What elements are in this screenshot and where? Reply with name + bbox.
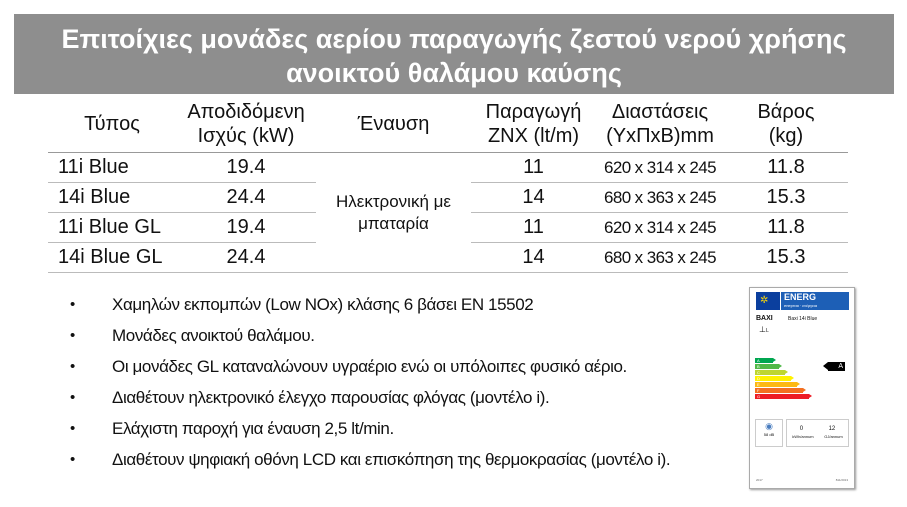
tap-icon: ⊥L (759, 325, 769, 334)
bullet-icon: • (70, 451, 75, 468)
energy-class-bar-f: F (755, 388, 803, 393)
cell-weight: 11.8 (724, 213, 848, 243)
label-footer-right: 811/2013 (835, 478, 848, 482)
list-item: • Ελάχιστη παροχή για έναυση 2,5 lt/min. (70, 419, 394, 438)
annual-consumption-box: 0 12 kWh/annum GJ/annum (786, 419, 849, 447)
energy-label-image (749, 287, 855, 489)
energy-label-header: ENERG енергия · ενέργεια (781, 292, 849, 310)
cell-weight: 15.3 (724, 243, 848, 273)
energy-label-model: Baxi 14i Blue (788, 316, 818, 322)
energy-class-bar-g: G (755, 394, 809, 399)
energy-class-bar-a: A (755, 358, 773, 363)
energy-label-brand: BAXI (756, 315, 773, 322)
cell-output: 14 (471, 243, 596, 273)
cell-type: 14i Blue GL (48, 243, 176, 273)
list-item: • Χαμηλών εκπομπών (Low NOx) κλάσης 6 βάσει EN 15502 (70, 295, 534, 314)
cell-dimensions: 680 x 363 x 245 (596, 183, 724, 213)
cell-output: 11 (471, 153, 596, 183)
header-weight: Βάρος (kg) (724, 98, 848, 153)
cell-type: 11i Blue (48, 153, 176, 183)
spec-table (48, 98, 848, 273)
list-item: • Μονάδες ανοικτού θαλάμου. (70, 326, 315, 345)
cell-type: 11i Blue GL (48, 213, 176, 243)
title-line-1: Επιτοίχιες μονάδες αερίου παραγωγής ζεστού νερού χρήσης (61, 24, 847, 54)
sound-box: ◉ 58 dB (755, 419, 783, 447)
list-item: • Οι μονάδες GL καταναλώνουν υγραέριο ενώ οι υπόλοιπες φυσικό αέριο. (70, 357, 627, 376)
cell-type: 14i Blue (48, 183, 176, 213)
cell-power: 19.4 (176, 213, 316, 243)
list-item: • Διαθέτουν ψηφιακή οθόνη LCD και επισκόπηση της θερμοκρασίας (μοντέλο i). (70, 450, 671, 469)
energy-class-arrow: A (828, 362, 845, 371)
speaker-icon: ◉ (765, 421, 773, 431)
bullet-icon: • (70, 327, 75, 344)
title-line-2: ανοικτού θαλάμου καύσης (286, 58, 622, 88)
cell-output: 14 (471, 183, 596, 213)
cell-power: 24.4 (176, 243, 316, 273)
title-banner (14, 14, 894, 94)
header-power: Αποδιδόμενη Ισχύς (kW) (176, 98, 316, 153)
energy-class-bar-b: B (755, 364, 779, 369)
cell-weight: 15.3 (724, 183, 848, 213)
energy-class-bar-d: D (755, 376, 791, 381)
cell-power: 24.4 (176, 183, 316, 213)
cell-dimensions: 620 x 314 x 245 (596, 153, 724, 183)
energy-class-bar-e: E (755, 382, 797, 387)
table-row (48, 153, 848, 183)
header-dimensions: Διαστάσεις (ΥxΠxΒ)mm (596, 98, 724, 153)
table-header-row (48, 98, 848, 153)
cell-ignition: Ηλεκτρονική με μπαταρία (316, 153, 471, 273)
header-ignition: Έναυση (316, 98, 471, 153)
bullet-icon: • (70, 420, 75, 437)
header-type: Τύπος (48, 98, 176, 153)
header-output: Παραγωγή ZNX (lt/m) (471, 98, 596, 153)
bullet-icon: • (70, 296, 75, 313)
bullet-icon: • (70, 358, 75, 375)
label-footer-left: 2017 (756, 478, 763, 482)
bullet-icon: • (70, 389, 75, 406)
eu-flag-icon: ✲ (756, 292, 780, 310)
cell-output: 11 (471, 213, 596, 243)
energy-class-bar-c: C (755, 370, 785, 375)
list-item: • Διαθέτουν ηλεκτρονικό έλεγχο παρουσίας φλόγας (μοντέλο i). (70, 388, 550, 407)
cell-weight: 11.8 (724, 153, 848, 183)
cell-dimensions: 620 x 314 x 245 (596, 213, 724, 243)
cell-power: 19.4 (176, 153, 316, 183)
feature-list (70, 294, 670, 480)
cell-dimensions: 680 x 363 x 245 (596, 243, 724, 273)
